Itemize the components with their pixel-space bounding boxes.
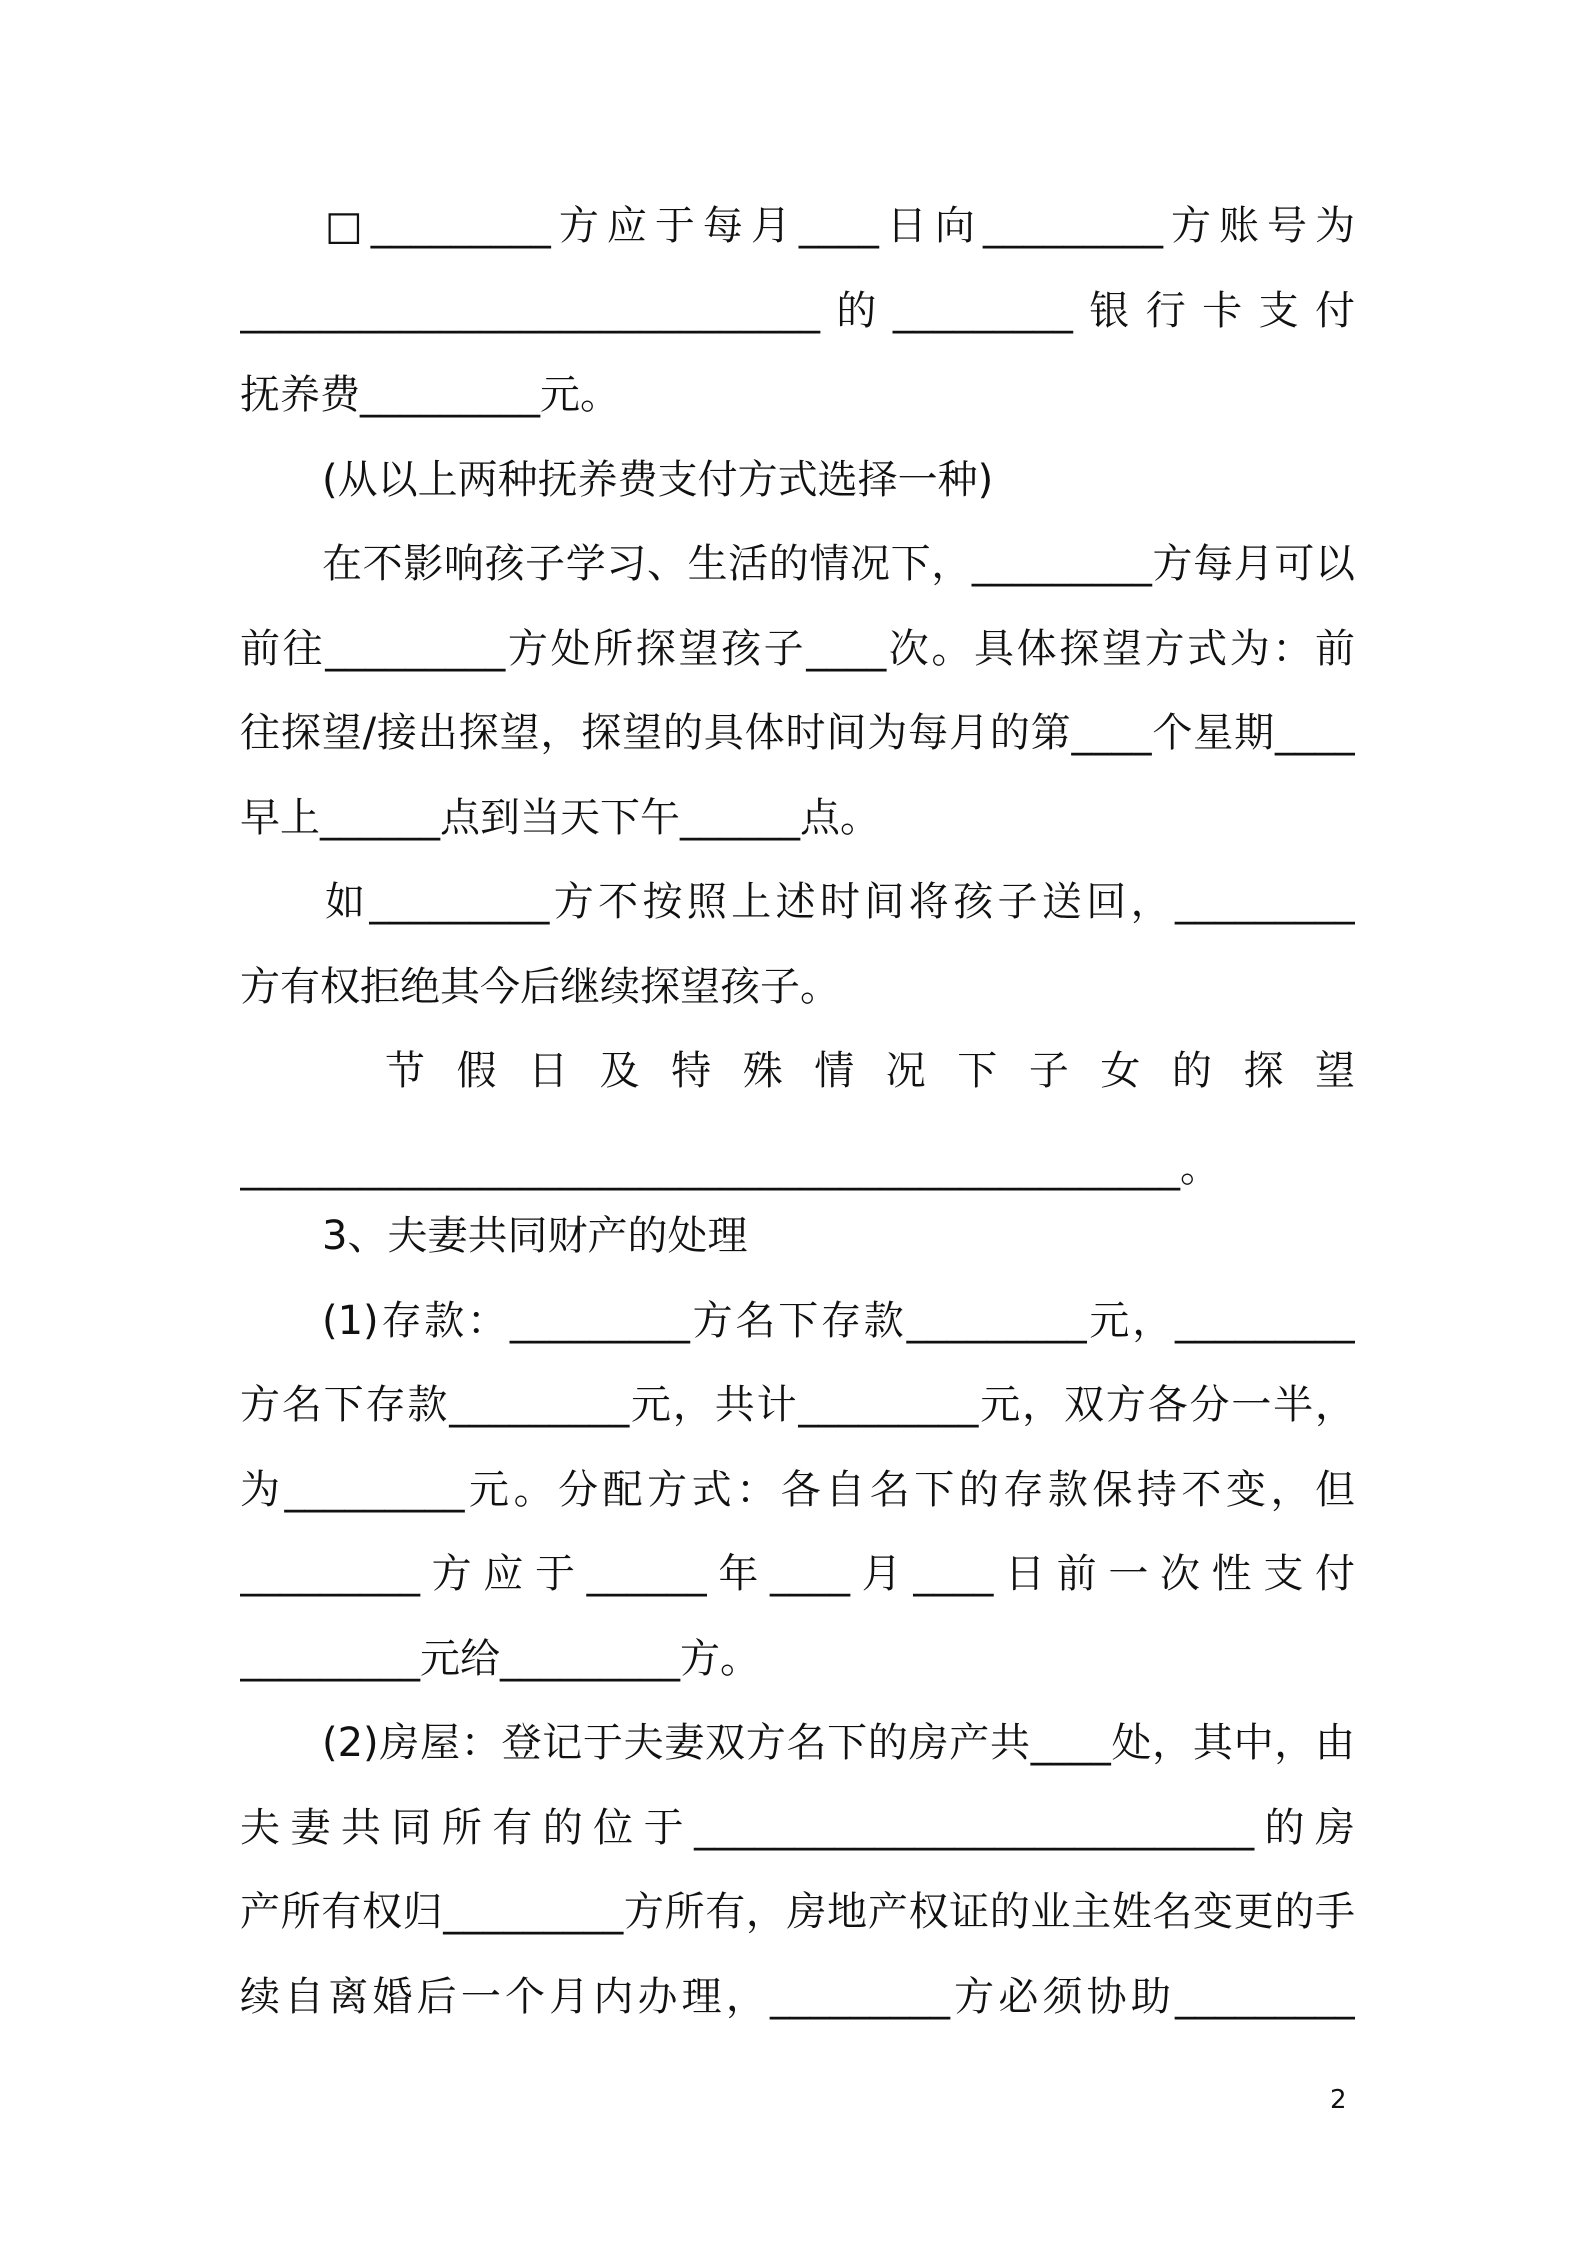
text-line: 往探望/接出探望，探望的具体时间为每月的第____个星期____	[240, 710, 1355, 756]
text-line: (从以上两种抚养费支付方式选择一种)	[322, 457, 994, 503]
text-line: 如_________方不按照上述时间将孩子送回，_________	[325, 879, 1355, 925]
text-line: (2)房屋：登记于夫妻双方名下的房产共____处，其中，由	[322, 1720, 1355, 1766]
text-line: 早上______点到当天下午______点。	[240, 795, 880, 841]
text-line: 方名下存款_________元，共计_________元，双方各分一半，	[240, 1382, 1355, 1428]
text-line: _____________________________的_________银行卡支付	[240, 288, 1355, 334]
section-heading: 3、夫妻共同财产的处理	[322, 1213, 748, 1259]
text-line: 前往_________方处所探望孩子____次。具体探望方式为：前	[240, 626, 1355, 672]
text-line: 节 假 日 及 特 殊 情 况 下 子 女 的 探 望	[385, 1048, 1355, 1094]
text-line: _______________________________________________。	[240, 1145, 1220, 1191]
text-line: 方有权拒绝其今后继续探望孩子。	[240, 964, 840, 1010]
text-line: 产所有权归_________方所有，房地产权证的业主姓名变更的手	[240, 1889, 1355, 1935]
text-line: (1)存款：_________方名下存款_________元，_________	[322, 1298, 1355, 1344]
text-line: _________方应于______年____月____日前一次性支付	[240, 1551, 1355, 1597]
text-line: 夫妻共同所有的位于____________________________的房	[240, 1805, 1355, 1851]
text-line: _________元给_________方。	[240, 1636, 760, 1682]
text-line: 为_________元。分配方式：各自名下的存款保持不变，但	[240, 1467, 1355, 1513]
text-line: 在不影响孩子学习、生活的情况下，_________方每月可以	[322, 541, 1355, 587]
page-number: 2	[1330, 2085, 1347, 2115]
text-line: 续自离婚后一个月内办理，_________方必须协助_________	[240, 1974, 1355, 2020]
text-line: □_________方应于每月____日向_________方账号为	[325, 203, 1355, 249]
text-line: 抚养费_________元。	[240, 372, 620, 418]
